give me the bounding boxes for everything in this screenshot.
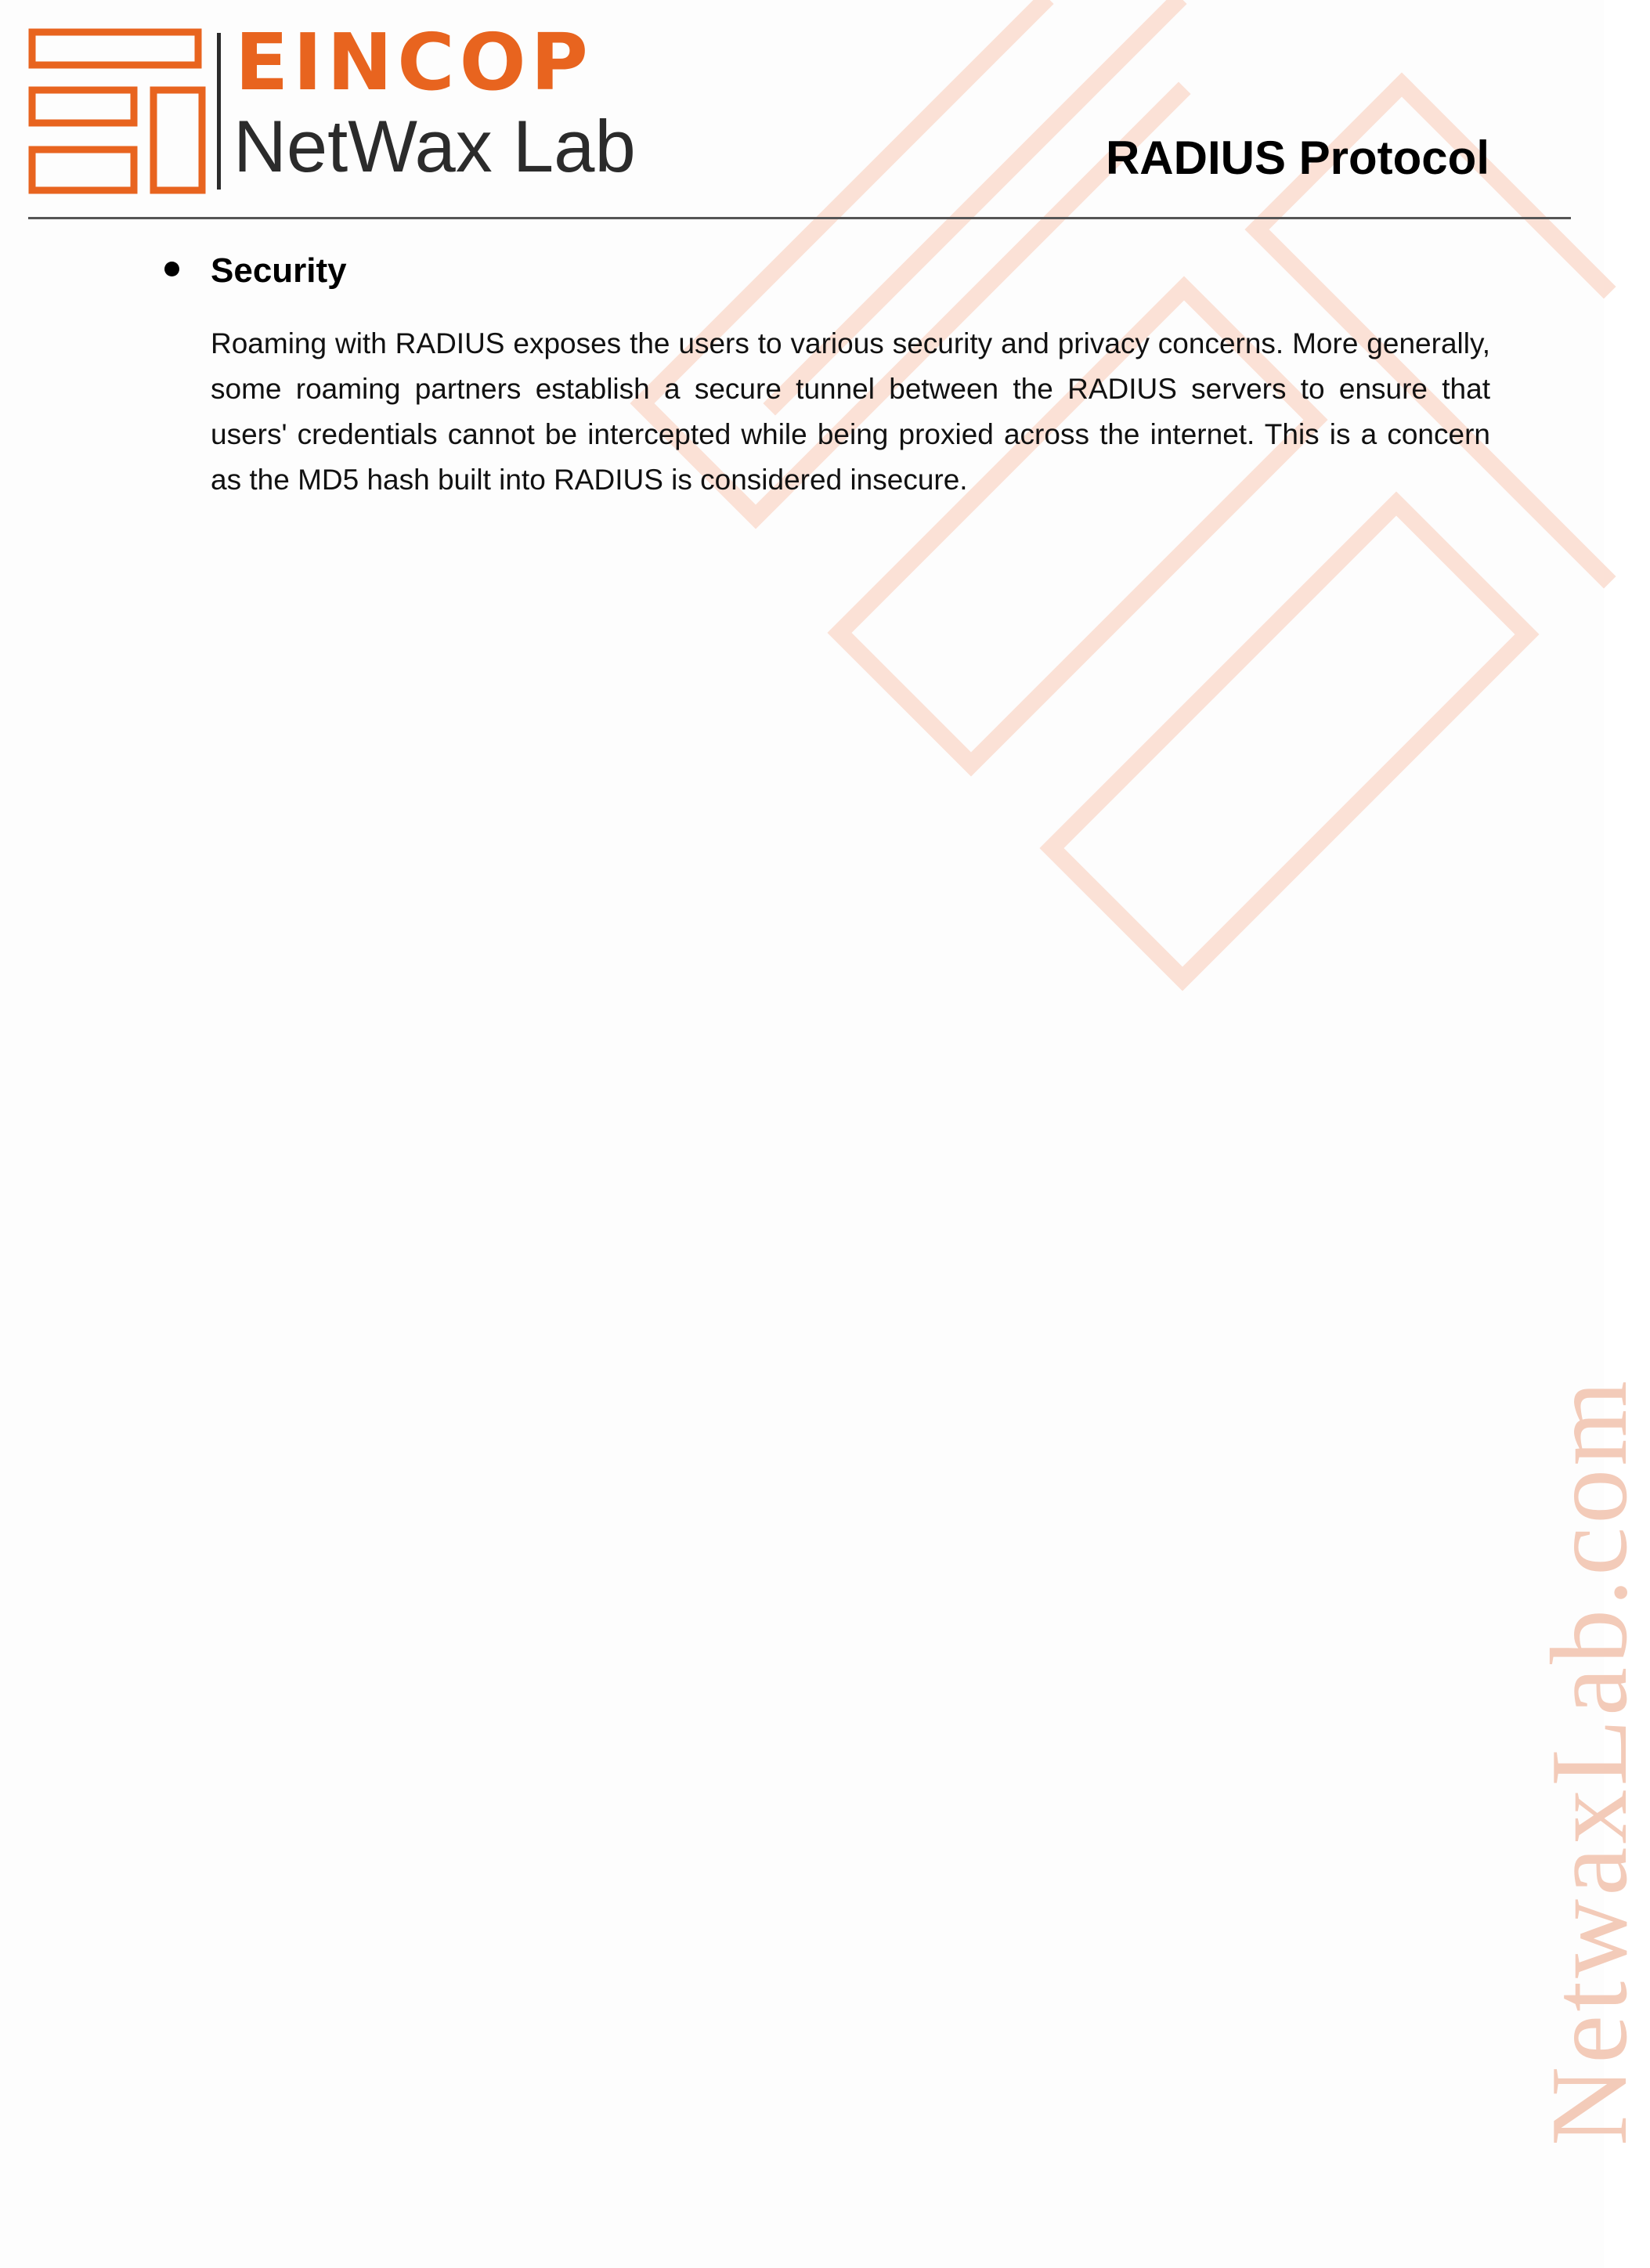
logo-brand-text: EINCOP	[235, 16, 593, 108]
section-paragraph: Roaming with RADIUS exposes the users to various security and privacy concerns. More generally, some roaming partners establish a secure tunnel between the RADIUS servers to ensure that users' credentials cannot be intercepted while being proxied across the internet. This is a concern as the MD5 hash built into RADIUS is considered insecure.	[211, 327, 1490, 496]
logo-subtitle: NetWax Lab	[233, 105, 636, 187]
logo-divider	[217, 33, 221, 190]
watermark-text: NetwaxLab.com	[1529, 1377, 1650, 2146]
header-divider	[28, 217, 1571, 219]
section-heading: Security	[211, 251, 347, 290]
document-title: RADIUS Protocol	[1105, 132, 1489, 184]
bullet-icon	[164, 262, 179, 276]
eincop-logo-mark-icon	[28, 28, 210, 194]
